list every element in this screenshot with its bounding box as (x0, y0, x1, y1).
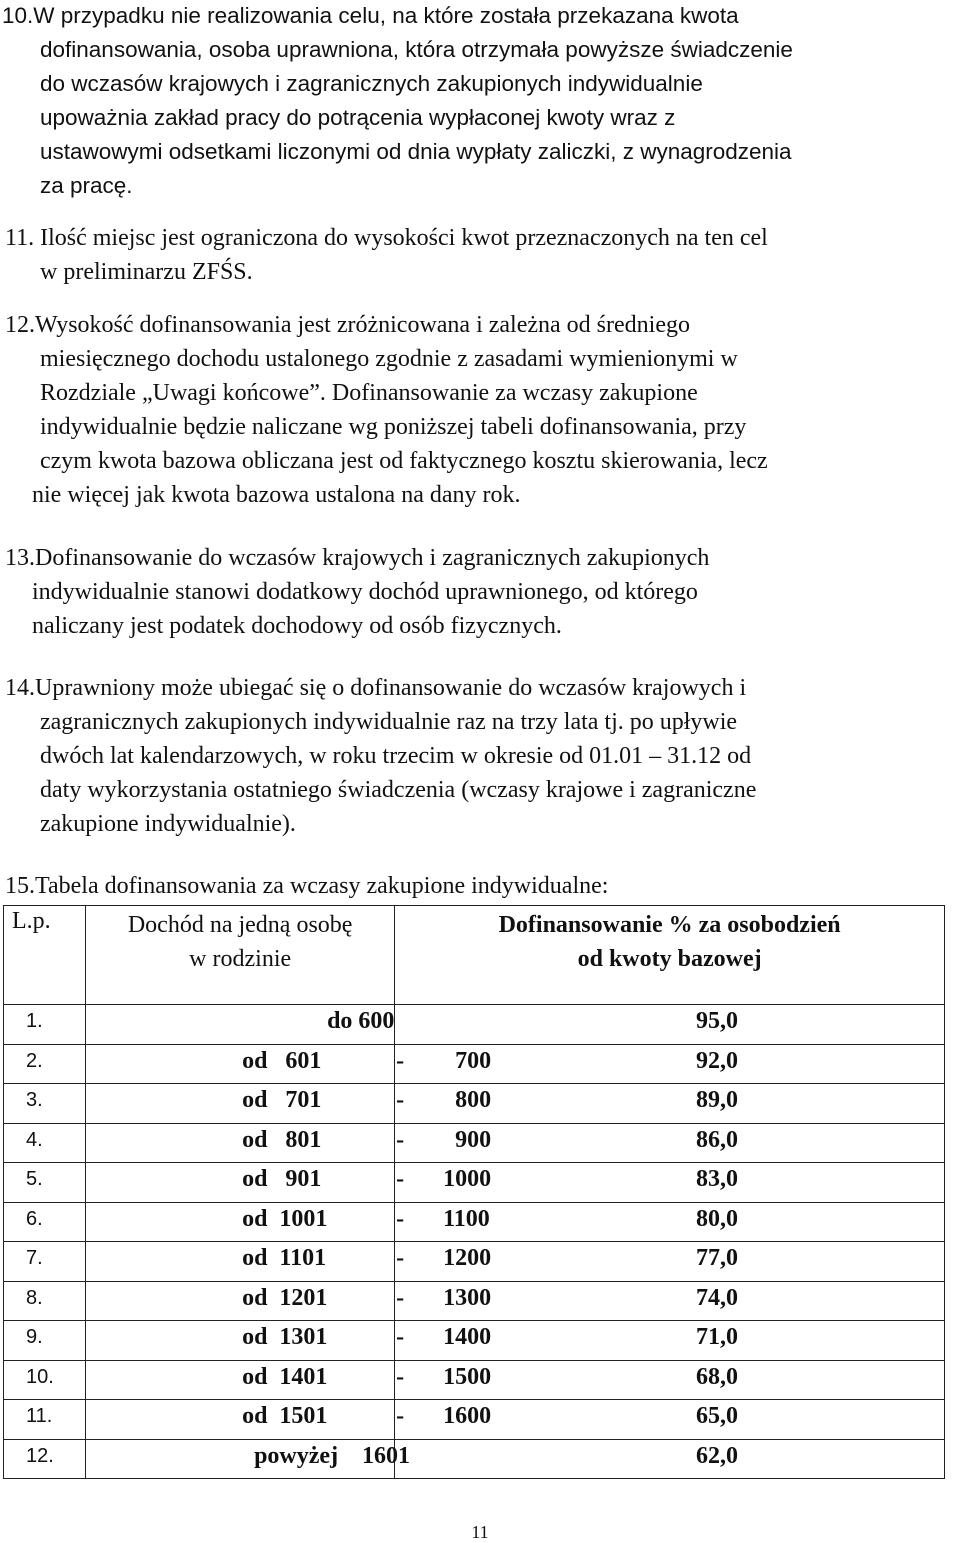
row-income-range (86, 1202, 490, 1242)
paragraph-11-text-1: Ilość miejsc jest ograniczona do wysokości kwot przeznaczonych na ten cel (40, 225, 768, 251)
row-income-from: od 1401 (242, 1363, 328, 1390)
row-lp: 1. (4, 1005, 86, 1045)
paragraph-12-line-5: czym kwota bazowa obliczana jest od faktycznego kosztu skierowania, lecz (40, 448, 768, 474)
funding-table-header (4, 906, 945, 1005)
row-income-dash: - (396, 1087, 405, 1113)
row-income-range (86, 1439, 411, 1479)
row-income-to: 1300 (443, 1284, 492, 1311)
row-funding-percent: 77,0 (395, 1242, 945, 1282)
paragraph-10-line-4: upoważnia zakład pracy do potrącenia wypłaconej kwoty wraz z (40, 105, 676, 130)
paragraph-12-number: 12. (5, 312, 35, 338)
paragraph-10-line-5: ustawowymi odsetkami liczonymi od dnia wypłaty zaliczki, z wynagrodzenia (40, 139, 792, 164)
row-income-to: 1400 (443, 1324, 492, 1350)
paragraph-12-text-1: Wysokość dofinansowania jest zróżnicowana i zależna od średniego (35, 312, 690, 338)
row-income-dash: - (396, 1403, 405, 1429)
row-funding-percent: 74,0 (395, 1281, 945, 1321)
paragraph-10-line-3: do wczasów krajowych i zagranicznych zakupionych indywidualnie (40, 71, 703, 96)
row-income-from: od 1501 (242, 1403, 328, 1429)
paragraph-14-text-1: Uprawniony może ubiegać się o dofinansowanie do wczasów krajowych i (35, 675, 747, 701)
row-lp: 2. (4, 1044, 86, 1084)
header-income-line-2: w rodzinie (189, 946, 292, 972)
row-lp: 4. (4, 1123, 86, 1163)
row-income-to: 1500 (443, 1363, 492, 1390)
table-row (4, 1281, 945, 1321)
paragraph-10-line-6: za pracę. (40, 173, 133, 198)
row-income-from: od 1001 (242, 1205, 328, 1232)
row-income-from: do 600 (327, 1008, 395, 1034)
row-income-range (86, 1123, 492, 1163)
row-funding-percent: 95,0 (395, 1005, 945, 1045)
paragraph-10-number: 10. (2, 3, 34, 28)
row-funding-percent: 65,0 (395, 1400, 945, 1440)
row-income-from: od 1201 (242, 1284, 328, 1311)
paragraph-13-text-1: Dofinansowanie do wczasów krajowych i zagranicznych zakupionych (35, 545, 710, 571)
row-income-dash: - (396, 1205, 405, 1232)
paragraph-12-line-4: indywidualnie będzie naliczane wg poniższej tabeli dofinansowania, przy (40, 414, 747, 440)
paragraph-14-line-1 (5, 674, 746, 702)
row-income-range (86, 1242, 492, 1282)
paragraph-14-line-5: zakupione indywidualnie). (40, 811, 296, 837)
row-income-range (86, 1044, 492, 1084)
row-funding-percent: 68,0 (395, 1360, 945, 1400)
table-row (4, 1005, 945, 1045)
row-income-to: 1100 (443, 1205, 490, 1232)
paragraph-14-line-2: zagranicznych zakupionych indywidualnie raz na trzy lata tj. po upływie (40, 709, 738, 735)
paragraph-13-line-3: naliczany jest podatek dochodowy od osób fizycznych. (32, 613, 562, 639)
row-income-from: od 1301 (242, 1324, 328, 1350)
row-income-range (86, 1084, 492, 1124)
paragraph-11-line-2: w preliminarzu ZFŚS. (40, 259, 253, 285)
row-income-from: od 601 (242, 1047, 322, 1074)
row-income-dash: - (396, 1284, 405, 1311)
row-income-from: od 801 (242, 1126, 322, 1153)
paragraph-14-line-4: daty wykorzystania ostatniego świadczenia (wczasy krajowe i zagraniczne (40, 777, 757, 803)
paragraph-15-text-1: Tabela dofinansowania za wczasy zakupione indywidualne: (35, 873, 609, 899)
header-income (86, 906, 395, 1005)
paragraph-13-number: 13. (5, 545, 35, 571)
header-lp: L.p. (4, 906, 86, 1005)
row-funding-percent: 92,0 (395, 1044, 945, 1084)
funding-table (3, 905, 945, 1479)
row-income-range (86, 1321, 492, 1361)
row-income-to: 1200 (443, 1245, 492, 1271)
row-lp: 11. (4, 1400, 86, 1440)
paragraph-10-line-1 (2, 2, 739, 30)
row-income-from: od 701 (242, 1087, 322, 1113)
row-funding-percent: 62,0 (395, 1439, 945, 1479)
row-lp: 3. (4, 1084, 86, 1124)
row-income-range (86, 1163, 492, 1203)
paragraph-13-line-2: indywidualnie stanowi dodatkowy dochód uprawnionego, od którego (32, 579, 698, 605)
header-funding-line-1: Dofinansowanie % za osobodzień (498, 912, 841, 938)
row-lp: 7. (4, 1242, 86, 1282)
row-funding-percent: 80,0 (395, 1202, 945, 1242)
row-income-to: 700 (455, 1047, 492, 1074)
paragraph-15-number: 15. (5, 873, 35, 899)
row-income-dash: - (396, 1166, 405, 1192)
table-row (4, 1439, 945, 1479)
paragraph-12-line-3: Rozdziale „Uwagi końcowe”. Dofinansowanie za wczasy zakupione (40, 380, 698, 406)
table-row (4, 1084, 945, 1124)
row-income-dash: - (396, 1047, 405, 1074)
table-row (4, 1044, 945, 1084)
paragraph-12-line-6: nie więcej jak kwota bazowa ustalona na dany rok. (32, 482, 521, 508)
header-funding-line-2: od kwoty bazowej (577, 946, 762, 972)
paragraph-13-line-1 (5, 544, 709, 572)
row-income-from: od 901 (242, 1166, 322, 1192)
page-number: 11 (471, 1522, 489, 1542)
row-income-from: powyżej 1601 (254, 1442, 411, 1469)
row-income-to: 900 (455, 1126, 492, 1153)
row-income-dash: - (396, 1245, 405, 1271)
paragraph-10-line-2: dofinansowania, osoba uprawniona, która otrzymała powyższe świadczenie (40, 37, 793, 62)
row-funding-percent: 86,0 (395, 1123, 945, 1163)
row-income-to: 800 (455, 1087, 492, 1113)
row-lp: 8. (4, 1281, 86, 1321)
row-funding-percent: 83,0 (395, 1163, 945, 1203)
row-funding-percent: 71,0 (395, 1321, 945, 1361)
paragraph-14-line-3: dwóch lat kalendarzowych, w roku trzecim w okresie od 01.01 – 31.12 od (40, 743, 752, 769)
table-row (4, 1321, 945, 1361)
row-income-range (86, 1400, 492, 1440)
paragraph-12-line-1 (5, 311, 690, 339)
row-income-dash: - (396, 1363, 405, 1390)
header-funding (395, 906, 945, 1005)
row-income-dash: - (396, 1324, 405, 1350)
row-income-dash: - (396, 1126, 405, 1153)
row-funding-percent: 89,0 (395, 1084, 945, 1124)
row-income-from: od 1101 (242, 1245, 327, 1271)
table-row (4, 1242, 945, 1282)
paragraph-15-line-1 (5, 872, 608, 900)
row-lp: 5. (4, 1163, 86, 1203)
paragraph-11-number: 11. (5, 225, 35, 251)
row-lp: 12. (4, 1439, 86, 1479)
row-income-range (86, 1281, 492, 1321)
table-row (4, 1400, 945, 1440)
funding-table-body (4, 1005, 945, 1479)
table-row (4, 1202, 945, 1242)
table-row (4, 1163, 945, 1203)
table-row (4, 1360, 945, 1400)
paragraph-11-line-1 (5, 224, 768, 252)
row-income-range (86, 1360, 492, 1400)
row-lp: 6. (4, 1202, 86, 1242)
row-lp: 10. (4, 1360, 86, 1400)
paragraph-14-number: 14. (5, 675, 35, 701)
row-income-to: 1600 (443, 1403, 492, 1429)
row-lp: 9. (4, 1321, 86, 1361)
paragraph-10-text-1: W przypadku nie realizowania celu, na które została przekazana kwota (33, 3, 739, 28)
paragraph-12-line-2: miesięcznego dochodu ustalonego zgodnie z zasadami wymienionymi w (40, 346, 738, 372)
header-income-line-1: Dochód na jedną osobę (127, 912, 353, 938)
row-income-to: 1000 (443, 1166, 492, 1192)
table-row (4, 1123, 945, 1163)
row-income-range (86, 1005, 395, 1045)
